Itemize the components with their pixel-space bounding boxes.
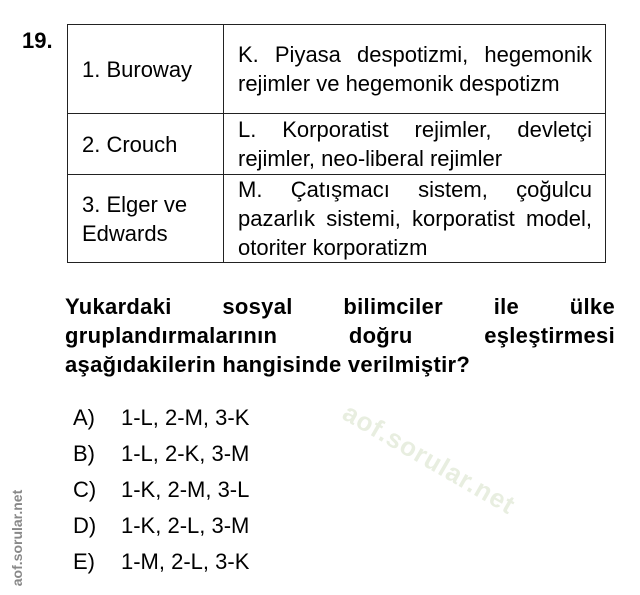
question-number: 19. (22, 28, 53, 53)
option-e[interactable] (73, 544, 249, 580)
table-row (68, 25, 606, 114)
scientist-cell: 3. Elger ve Edwards (68, 175, 224, 263)
option-text: 1-M, 2-L, 3-K (121, 549, 250, 574)
option-label: C) (73, 477, 97, 502)
option-text: 1-L, 2-M, 3-K (121, 405, 250, 430)
option-text: 1-L, 2-K, 3-M (121, 441, 250, 466)
watermark-side: aof.sorular.net (9, 489, 25, 587)
option-label: E) (73, 549, 95, 574)
scientist-cell: 2. Crouch (68, 114, 224, 175)
matching-table (67, 24, 606, 263)
option-c[interactable] (73, 472, 249, 508)
grouping-cell: K. Piyasa despotizmi, hegemonik rejimler ve hegemonik despotizm (224, 25, 606, 114)
option-label: A) (73, 405, 95, 430)
scientist-cell: 1. Buroway (68, 25, 224, 114)
option-b[interactable] (73, 436, 249, 472)
answer-options (73, 400, 249, 580)
table-row (68, 175, 606, 263)
option-text: 1-K, 2-L, 3-M (121, 513, 250, 538)
grouping-cell: L. Korporatist rejimler, devletçi rejimler, neo-liberal rejimler (224, 114, 606, 175)
option-a[interactable] (73, 400, 249, 436)
option-label: B) (73, 441, 95, 466)
question-stem: Yukardaki sosyal bilimciler ile ülke gruplandırmalarının doğru eşleştirmesi aşağıdakilerin hangisinde verilmiştir? (65, 294, 615, 377)
grouping-cell: M. Çatışmacı sistem, çoğulcu pazarlık sistemi, korporatist model, otoriter korporatizm (224, 175, 606, 263)
table-row (68, 114, 606, 175)
option-text: 1-K, 2-M, 3-L (121, 477, 250, 502)
option-d[interactable] (73, 508, 249, 544)
option-label: D) (73, 513, 97, 538)
watermark-diagonal: aof.sorular.net (337, 397, 521, 521)
